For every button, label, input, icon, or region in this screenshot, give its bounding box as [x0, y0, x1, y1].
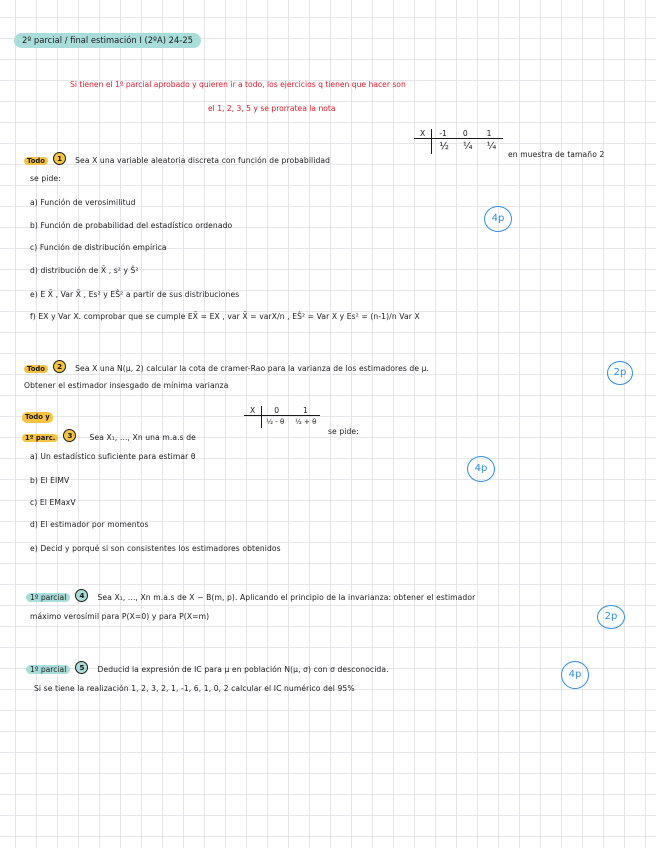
list-item: d) El estimador por momentos: [30, 520, 149, 529]
exercise-number: 2: [53, 360, 66, 373]
se-pide: se pide:: [328, 427, 359, 436]
list-item: a) Función de verosimilitud: [30, 198, 136, 207]
points-badge: 4p: [467, 456, 495, 482]
exercise-4-header: [26, 585, 475, 604]
table-cell: ½: [439, 141, 449, 152]
exercise-tag: Todo: [24, 157, 48, 165]
exercise-number: 5: [75, 661, 88, 674]
list-item: b) El EIMV: [30, 476, 70, 485]
list-item: f) EX y Var X. comprobar que se cumple EX̄ = EX , var X̄ = varX/n , EŜ² = Var X y Es² = (n-1)/n Var X: [30, 312, 420, 321]
exercise-2-line-2: Obtener el estimador insesgado de mínima varianza: [24, 381, 229, 390]
table-cell: ½ - θ: [266, 418, 285, 426]
list-item: e) Decid y porqué si son consistentes los estimadores obtenidos: [30, 544, 281, 553]
points-badge: 4p: [484, 206, 512, 232]
points-badge: 4p: [561, 661, 589, 689]
exercise-tag: Todo: [24, 365, 48, 373]
list-item: d) distribución de X̄ , s² y Ŝ²: [30, 266, 139, 275]
table-cell: ¼: [486, 141, 497, 152]
exercise-1-tail: en muestra de tamaño 2: [508, 150, 605, 159]
page-title: 2º parcial / final estimación I (2ºA) 24-25: [14, 33, 201, 48]
exercise-5-line-1: Deducid la expresión de IC para μ en población N(μ, σ) con σ desconocida.: [97, 665, 389, 674]
se-pide: se pide:: [30, 174, 61, 183]
notice-line-1: Si tienen el 1º parcial aprobado y quieren ir a todo, los ejercicios q tienen que hacer son: [70, 80, 406, 89]
probability-table-3: [244, 406, 320, 428]
table-header: X: [244, 406, 262, 416]
exercise-2-header: [24, 356, 429, 375]
points-badge: 2p: [607, 361, 633, 385]
table-cell: 1: [291, 406, 320, 416]
exercise-1-header: [24, 148, 330, 167]
exercise-5-line-2: Si se tiene la realización 1, 2, 3, 2, 1, -1, 6, 1, 0, 2 calcular el IC numérico del 95%: [34, 684, 355, 693]
exercise-3-intro: Sea X₁, ..., Xn una m.a.s de: [89, 433, 196, 442]
exercise-tag: 1º parc.: [22, 434, 58, 442]
exercise-tag: 1º parcial: [26, 593, 70, 602]
exercise-4-line-1: Sea X₁, ..., Xn m.a.s de X ~ B(m, p). Aplicando el principio de la invarianza: obtener el estimador: [97, 593, 476, 602]
table-cell: ¼: [462, 141, 473, 152]
exercise-number: 3: [63, 429, 76, 442]
probability-table-1: [414, 129, 503, 154]
table-cell: 0: [262, 406, 291, 416]
notice-line-2: el 1, 2, 3, 5 y se prorratea la nota: [208, 104, 336, 113]
table-cell: 0: [456, 129, 480, 139]
list-item: c) Función de distribución empírica: [30, 243, 167, 252]
list-item: c) El EMaxV: [30, 498, 76, 507]
exercise-1-intro: Sea X una variable aleatoria discreta con función de probabilidad: [75, 156, 331, 165]
table-cell: ½ + θ: [295, 418, 317, 426]
exercise-number: 1: [53, 152, 66, 165]
exercise-number: 4: [75, 589, 88, 602]
exercise-4-line-2: máximo verosímil para P(X=0) y para P(X=m): [30, 612, 210, 621]
table-cell: 1: [480, 129, 504, 139]
points-badge: 2p: [597, 605, 625, 629]
list-item: a) Un estadístico suficiente para estimar θ: [30, 452, 196, 461]
exercise-tag: Todo y: [22, 412, 53, 423]
exercise-2-line-1: Sea X una N(μ, 2) calcular la cota de cramer-Rao para la varianza de los estimadores de μ.: [75, 364, 430, 373]
exercise-5-header: [26, 657, 389, 676]
list-item: b) Función de probabilidad del estadístico ordenado: [30, 221, 233, 230]
exercise-3-header: [22, 425, 196, 444]
list-item: e) E X̄ , Var X̄ , Es² y EŜ² a partir de sus distribuciones: [30, 290, 240, 299]
table-header: X: [414, 129, 432, 139]
exercise-tag: 1º parcial: [26, 665, 70, 674]
table-cell: -1: [432, 129, 456, 139]
